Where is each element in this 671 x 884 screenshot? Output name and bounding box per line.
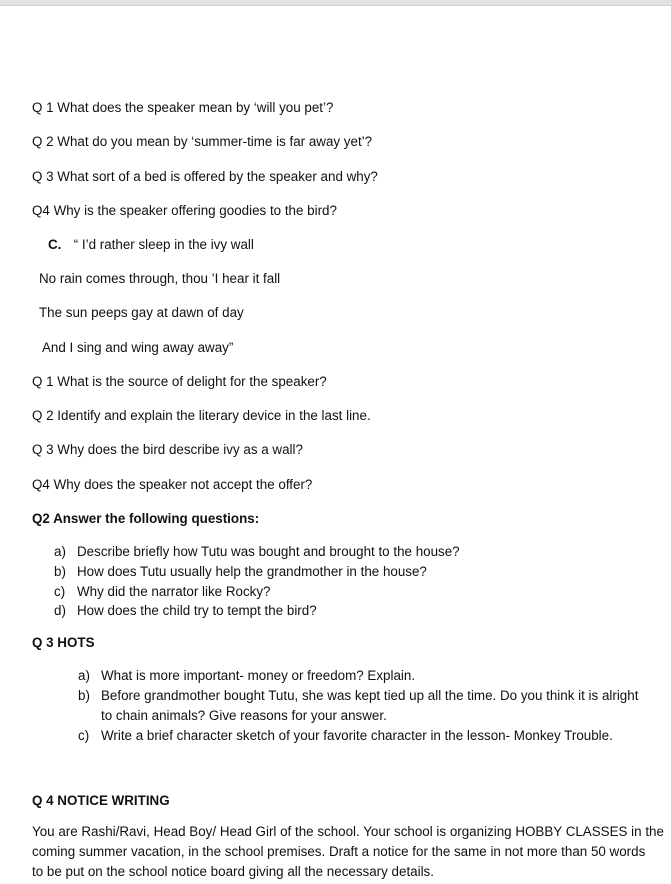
list-label: c) xyxy=(78,728,90,743)
list-text: Why did the narrator like Rocky? xyxy=(77,584,271,599)
poem-line: “ I’d rather sleep in the ivy wall xyxy=(73,237,254,252)
poem-line: No rain comes through, thou ’I hear it fall xyxy=(39,271,281,286)
question-line: Q 3 What sort of a bed is offered by the speaker and why? xyxy=(32,169,378,184)
list-label: a) xyxy=(78,668,90,683)
list-item xyxy=(54,563,427,581)
question-line: Q 1 What does the speaker mean by ‘will you pet’? xyxy=(32,100,334,115)
question-line: Q4 Why does the speaker not accept the offer? xyxy=(32,477,313,492)
list-text: Write a brief character sketch of your favorite character in the lesson- Monkey Trouble. xyxy=(101,728,613,743)
list-label: d) xyxy=(54,603,66,618)
top-border xyxy=(0,0,671,6)
question-line: Q 1 What is the source of delight for the speaker? xyxy=(32,374,327,389)
poem-line: The sun peeps gay at dawn of day xyxy=(39,305,244,320)
question-line: Q 3 Why does the bird describe ivy as a wall? xyxy=(32,442,303,457)
list-text: How does the child try to tempt the bird? xyxy=(77,603,317,618)
paragraph-line: to be put on the school notice board giving all the necessary details. xyxy=(32,864,434,879)
list-label: c) xyxy=(54,584,66,599)
paragraph-line: You are Rashi/Ravi, Head Boy/ Head Girl of the school. Your school is organizing HOBBY CLASSES in the xyxy=(32,824,664,839)
list-item xyxy=(78,667,415,685)
list-item xyxy=(54,602,317,620)
section-heading: Q2 Answer the following questions: xyxy=(32,511,260,526)
list-item xyxy=(78,727,613,745)
list-item xyxy=(54,543,460,561)
poem-line: And I sing and wing away away” xyxy=(42,340,234,355)
question-line: Q4 Why is the speaker offering goodies to the bird? xyxy=(32,203,337,218)
list-text: Before grandmother bought Tutu, she was kept tied up all the time. Do you think it is alright xyxy=(101,688,639,703)
list-label: b) xyxy=(78,688,90,703)
list-item xyxy=(54,583,271,601)
extract-marker: C. xyxy=(48,237,62,252)
paragraph-line: coming summer vacation, in the school premises. Draft a notice for the same in not more than 50 words xyxy=(32,844,646,859)
list-text-continued: to chain animals? Give reasons for your answer. xyxy=(101,708,387,723)
section-heading: Q 4 NOTICE WRITING xyxy=(32,793,170,808)
question-line: Q 2 Identify and explain the literary device in the last line. xyxy=(32,408,371,423)
extract-first-line xyxy=(48,236,254,254)
section-heading: Q 3 HOTS xyxy=(32,635,95,650)
list-text: Describe briefly how Tutu was bought and brought to the house? xyxy=(77,544,460,559)
list-label: b) xyxy=(54,564,66,579)
question-line: Q 2 What do you mean by ‘summer-time is far away yet’? xyxy=(32,134,373,149)
list-label: a) xyxy=(54,544,66,559)
list-text: How does Tutu usually help the grandmother in the house? xyxy=(77,564,427,579)
list-text: What is more important- money or freedom? Explain. xyxy=(101,668,416,683)
list-item xyxy=(78,687,638,705)
